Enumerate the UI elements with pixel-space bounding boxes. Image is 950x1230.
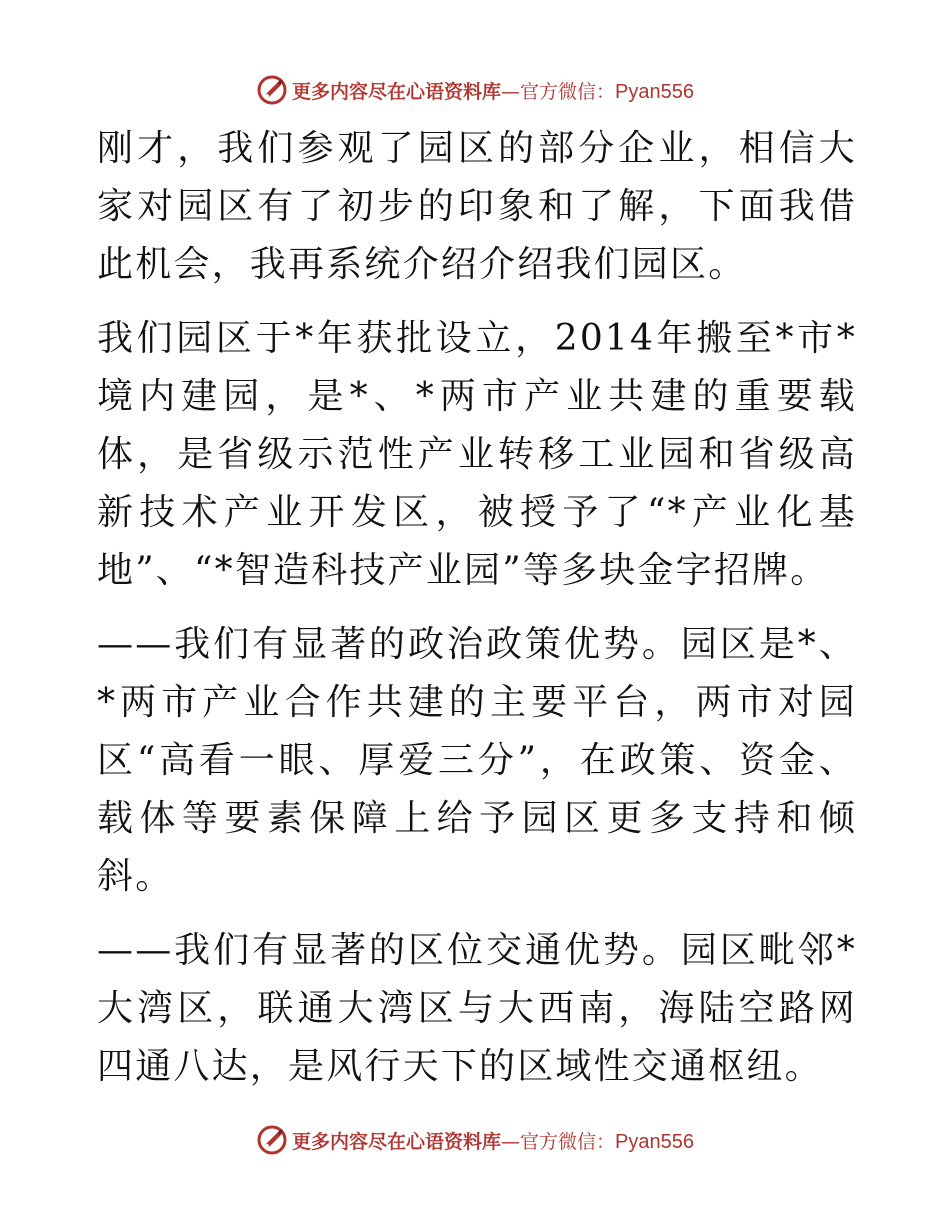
logo-icon — [256, 1124, 288, 1156]
footer-banner — [0, 1120, 950, 1160]
header-banner — [0, 70, 950, 110]
banner-wechat-id: Pyan556 — [615, 80, 694, 103]
banner-dash: — — [501, 80, 521, 103]
document-body — [97, 120, 857, 1112]
banner-text — [292, 1127, 694, 1154]
banner-wechat-id: Pyan556 — [615, 1130, 694, 1153]
paragraph: ——我们有显著的区位交通优势。园区毗邻*大湾区，联通大湾区与大西南，海陆空路网四通八达，是风行天下的区域性交通枢纽。 — [97, 930, 857, 1087]
logo-icon — [256, 74, 288, 106]
banner-label: 官方微信： — [520, 1130, 616, 1153]
paragraph: 我们园区于*年获批设立，2014年搬至*市*境内建园，是*、*两市产业共建的重要载体，是省级示范性产业转移工业园和省级高新技术产业开发区，被授予了“*产业化基地”、“*智造科技产业园”等多块金字招牌。 — [97, 318, 857, 591]
banner-main-text: 更多内容尽在心语资料库 — [292, 80, 502, 103]
paragraph: 刚才，我们参观了园区的部分企业，相信大家对园区有了初步的印象和了解，下面我借此机会，我再系统介绍介绍我们园区。 — [97, 128, 857, 285]
banner-label: 官方微信： — [520, 80, 616, 103]
paragraph: ——我们有显著的政治政策优势。园区是*、*两市产业合作共建的主要平台，两市对园区“高看一眼、厚爱三分”，在政策、资金、载体等要素保障上给予园区更多支持和倾斜。 — [97, 624, 857, 897]
banner-main-text: 更多内容尽在心语资料库 — [292, 1130, 502, 1153]
banner-dash: — — [501, 1130, 521, 1153]
banner-text — [292, 77, 694, 104]
